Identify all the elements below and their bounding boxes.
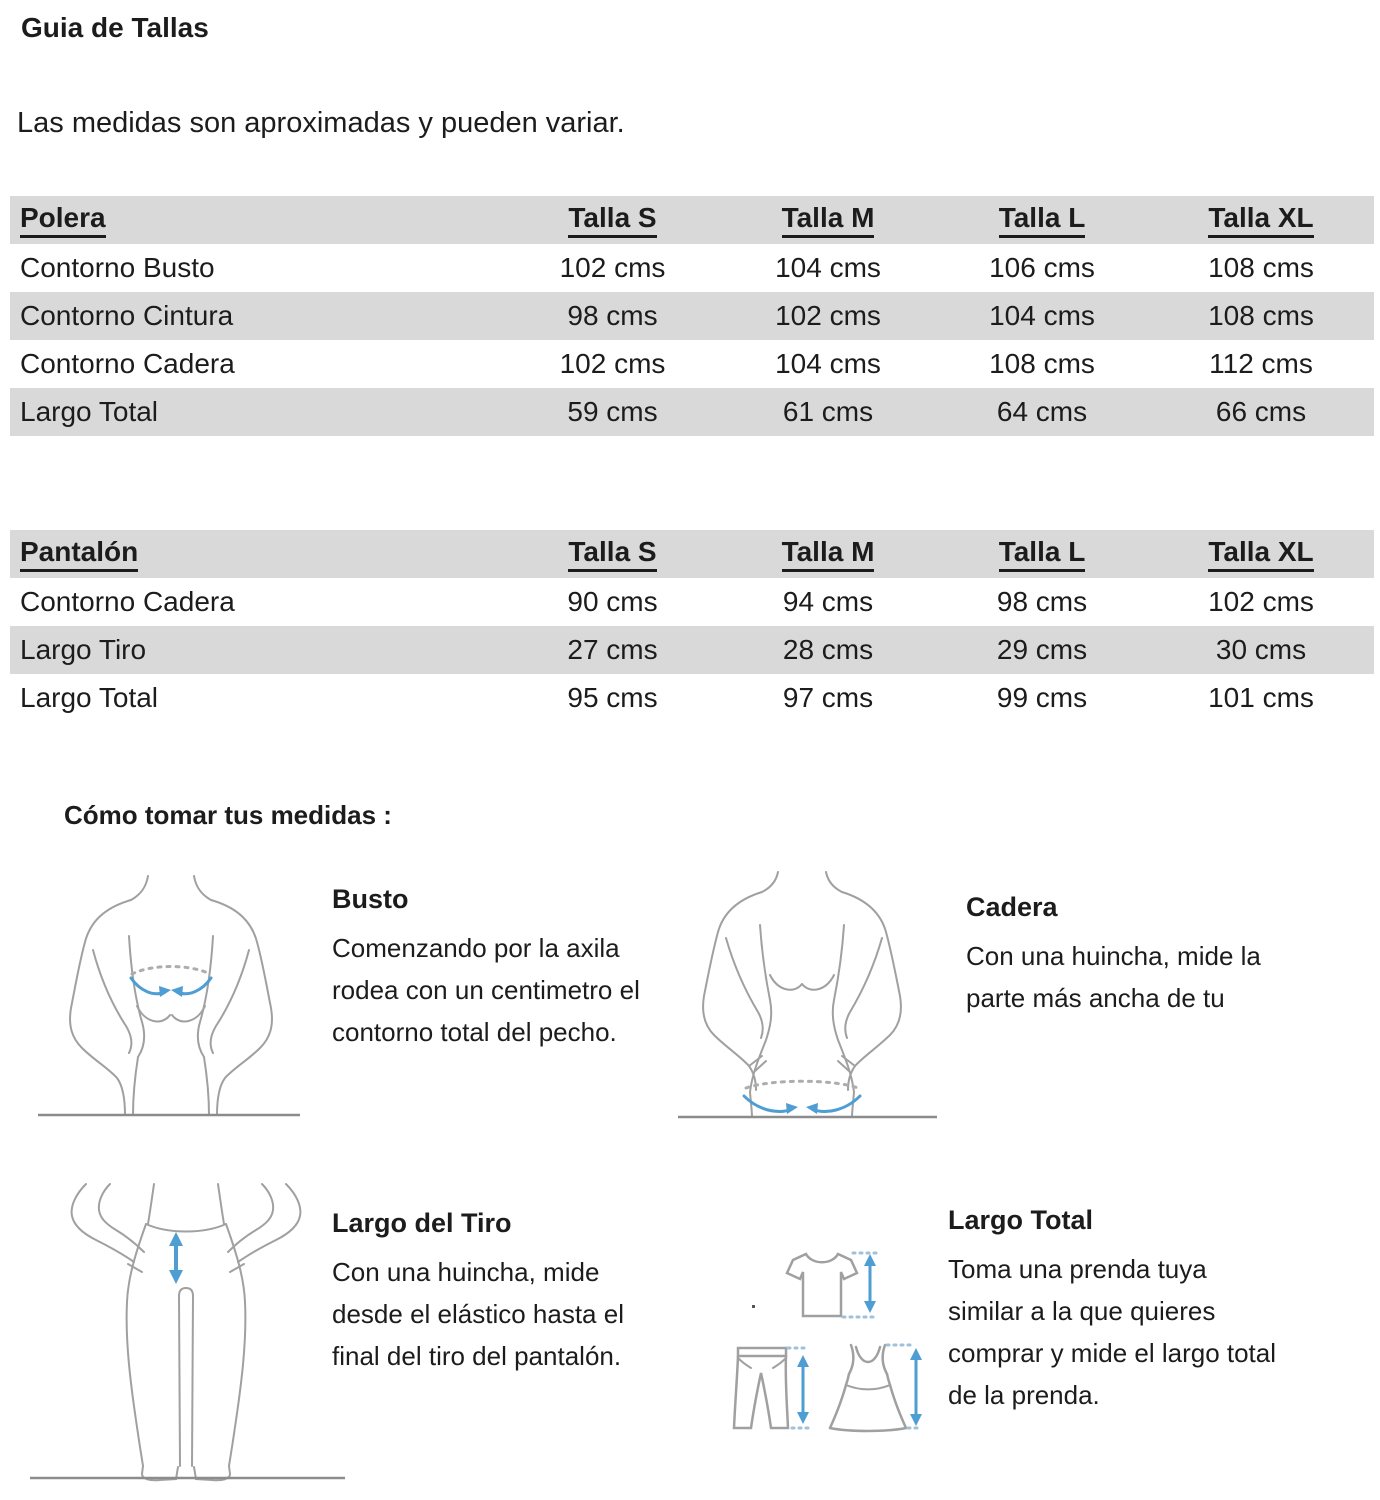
hip-section-text bbox=[966, 892, 1261, 1019]
size-value: 102 cms bbox=[559, 348, 666, 379]
section-line: similar a la que quieres bbox=[948, 1296, 1216, 1326]
size-value: 102 cms bbox=[1208, 586, 1314, 617]
section-title: Largo Total bbox=[948, 1205, 1093, 1235]
table-row bbox=[10, 292, 1374, 340]
section-line: Con una huincha, mide bbox=[332, 1257, 600, 1287]
pantalon-size-table bbox=[10, 530, 1374, 722]
size-value: 104 cms bbox=[989, 300, 1095, 331]
table-header-row bbox=[10, 530, 1374, 578]
rise-measure-figure bbox=[26, 1182, 348, 1489]
row-label: Largo Total bbox=[20, 396, 159, 427]
column-header: Talla XL bbox=[1148, 202, 1374, 238]
size-value: 106 cms bbox=[989, 252, 1095, 283]
garment-length-icons bbox=[720, 1235, 940, 1470]
row-label: Largo Tiro bbox=[20, 634, 147, 665]
row-label: Largo Total bbox=[20, 682, 159, 713]
size-value: 28 cms bbox=[782, 634, 874, 665]
column-header: Talla M bbox=[720, 536, 936, 572]
size-value: 95 cms bbox=[567, 682, 658, 713]
pants-icon bbox=[734, 1348, 810, 1428]
measurements-note: Las medidas son aproximadas y pueden variar. bbox=[17, 107, 625, 139]
column-header: Pantalón bbox=[10, 536, 505, 572]
size-value: 108 cms bbox=[989, 348, 1095, 379]
bust-measure-figure bbox=[36, 874, 306, 1124]
garments-icon-group bbox=[720, 1235, 940, 1465]
section-title: Busto bbox=[332, 884, 409, 914]
size-value: 64 cms bbox=[996, 396, 1088, 427]
column-header: Talla XL bbox=[1148, 536, 1374, 572]
torso-bust-icon bbox=[36, 874, 306, 1119]
size-value: 97 cms bbox=[782, 682, 874, 713]
section-title: Largo del Tiro bbox=[332, 1208, 512, 1238]
section-title: Cadera bbox=[966, 892, 1058, 922]
section-line: Toma una prenda tuya bbox=[948, 1254, 1207, 1284]
size-value: 99 cms bbox=[996, 682, 1088, 713]
dress-icon bbox=[830, 1345, 922, 1431]
size-value: 104 cms bbox=[775, 252, 881, 283]
bust-section-text bbox=[332, 884, 640, 1053]
tshirt-icon bbox=[787, 1253, 877, 1317]
size-value: 27 cms bbox=[567, 634, 658, 665]
size-value: 102 cms bbox=[559, 252, 666, 283]
size-value: 66 cms bbox=[1215, 396, 1307, 427]
column-header: Talla L bbox=[936, 536, 1148, 572]
section-line: desde el elástico hasta el bbox=[332, 1299, 624, 1329]
column-header: Talla M bbox=[720, 202, 936, 238]
size-value: 104 cms bbox=[775, 348, 881, 379]
period-dot bbox=[752, 1305, 755, 1308]
legs-rise-icon bbox=[26, 1182, 348, 1484]
table-row bbox=[10, 244, 1374, 292]
size-value: 90 cms bbox=[567, 586, 658, 617]
size-value: 98 cms bbox=[996, 586, 1088, 617]
page-title: Guia de Tallas bbox=[21, 12, 209, 43]
row-label: Contorno Cadera bbox=[20, 586, 235, 617]
table-row bbox=[10, 626, 1374, 674]
table-row bbox=[10, 578, 1374, 626]
size-value: 94 cms bbox=[782, 586, 874, 617]
column-header: Talla S bbox=[505, 202, 720, 238]
section-line: final del tiro del pantalón. bbox=[332, 1341, 622, 1371]
table-row bbox=[10, 388, 1374, 436]
size-value: 108 cms bbox=[1208, 252, 1314, 283]
section-line: rodea con un centimetro el bbox=[332, 975, 640, 1005]
size-value: 59 cms bbox=[567, 396, 658, 427]
section-line: Comenzando por la axila bbox=[332, 933, 620, 963]
section-line: contorno total del pecho. bbox=[332, 1017, 617, 1047]
size-value: 98 cms bbox=[567, 300, 658, 331]
torso-hip-icon bbox=[666, 870, 942, 1120]
size-value: 112 cms bbox=[1209, 348, 1313, 379]
rise-section-text bbox=[332, 1208, 624, 1377]
size-value: 30 cms bbox=[1215, 634, 1307, 665]
column-header: Polera bbox=[10, 202, 505, 238]
column-header: Talla L bbox=[936, 202, 1148, 238]
section-line: de la prenda. bbox=[948, 1380, 1100, 1410]
size-value: 101 cms bbox=[1208, 682, 1314, 713]
section-line: Con una huincha, mide la bbox=[966, 941, 1261, 971]
size-value: 61 cms bbox=[782, 396, 874, 427]
column-header: Talla S bbox=[505, 536, 720, 572]
hip-measure-figure bbox=[666, 870, 942, 1125]
size-value: 102 cms bbox=[775, 300, 881, 331]
size-value: 29 cms bbox=[996, 634, 1088, 665]
size-value: 108 cms bbox=[1208, 300, 1314, 331]
row-label: Contorno Cintura bbox=[20, 300, 234, 331]
row-label: Contorno Busto bbox=[20, 252, 215, 283]
how-to-measure-heading: Cómo tomar tus medidas : bbox=[64, 800, 392, 830]
polera-size-table bbox=[10, 196, 1374, 436]
table-header-row bbox=[10, 196, 1374, 244]
section-line: comprar y mide el largo total bbox=[948, 1338, 1277, 1368]
total-length-section-text bbox=[948, 1205, 1276, 1416]
table-row bbox=[10, 674, 1374, 722]
table-row bbox=[10, 340, 1374, 388]
section-line: parte más ancha de tu bbox=[966, 983, 1225, 1013]
row-label: Contorno Cadera bbox=[20, 348, 235, 379]
